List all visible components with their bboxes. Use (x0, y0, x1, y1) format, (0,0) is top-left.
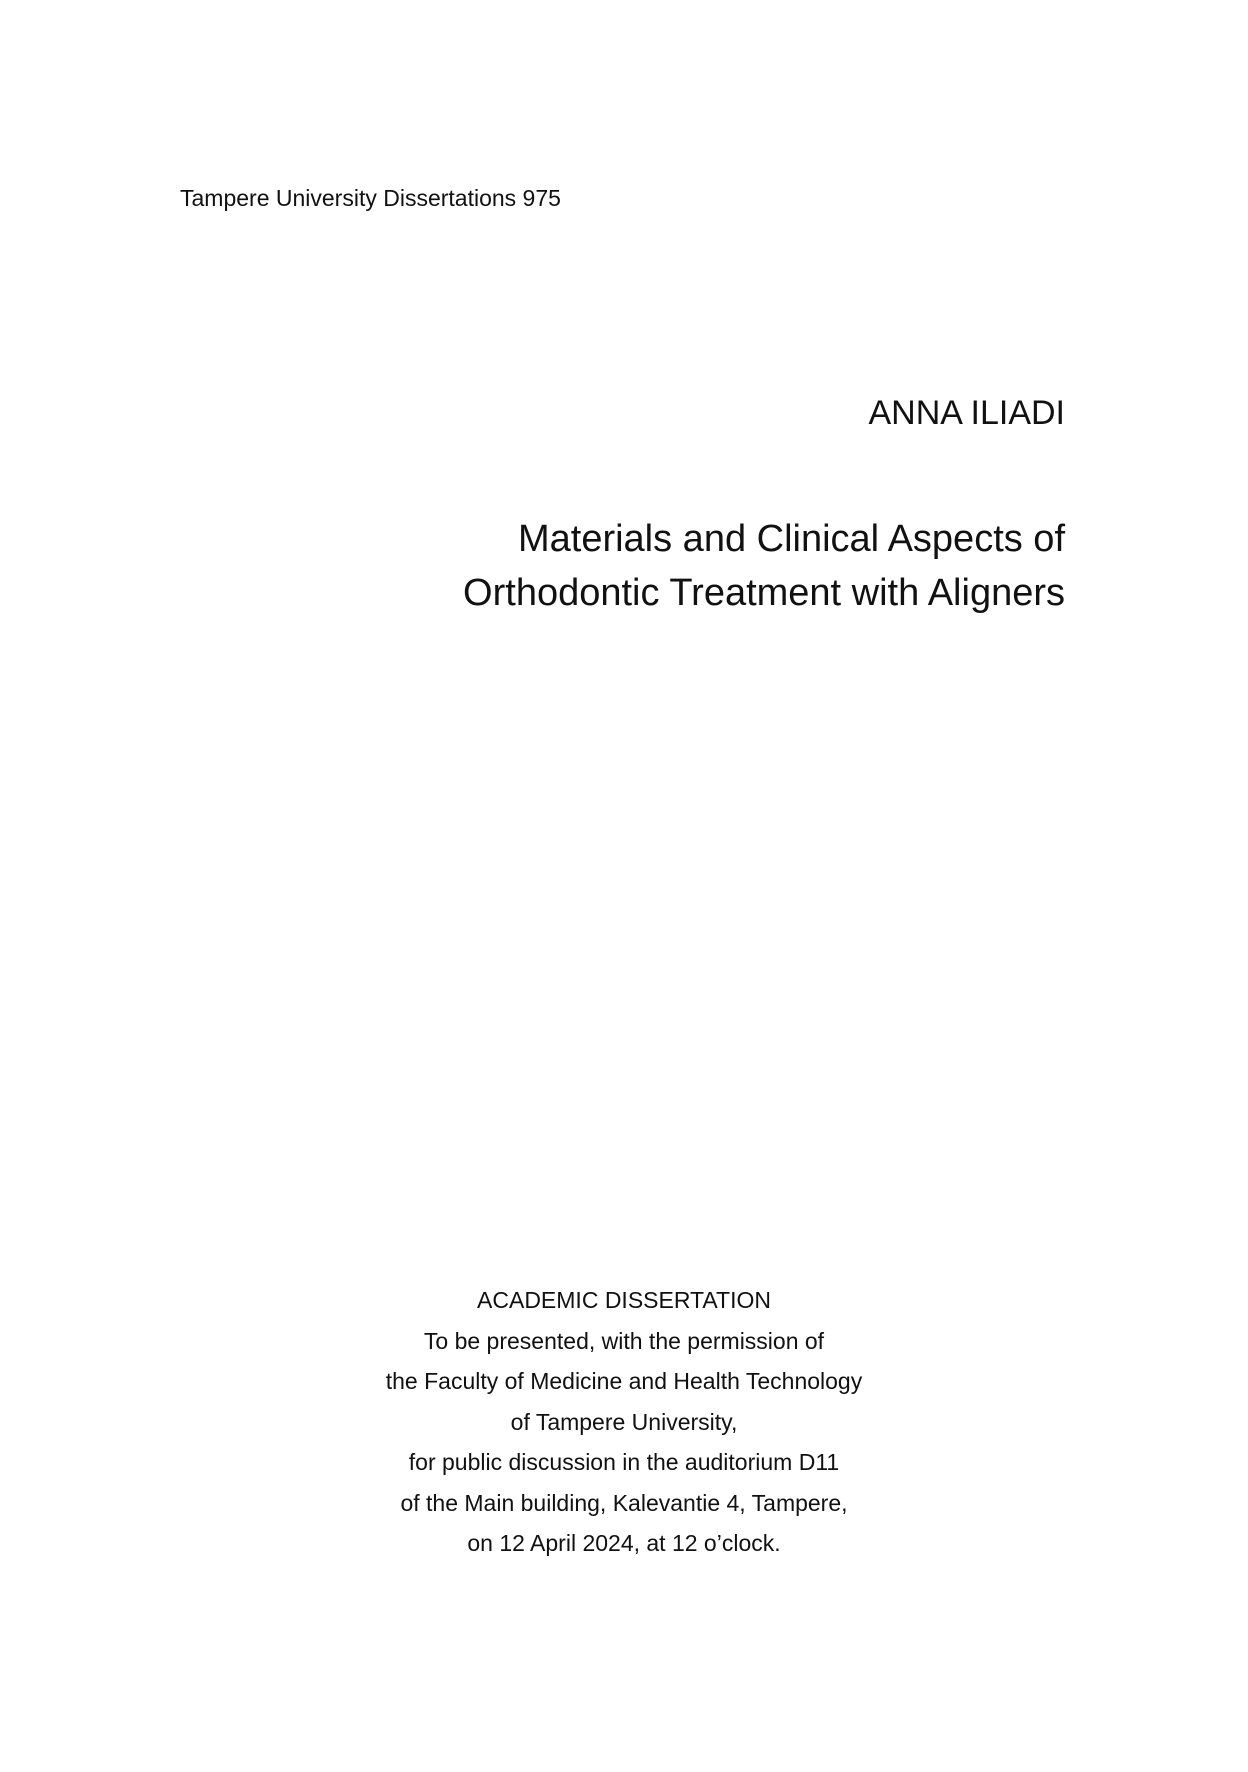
title-line: Orthodontic Treatment with Aligners (463, 572, 1065, 614)
statement-line: for public discussion in the auditorium D11 (408, 1449, 840, 1475)
statement-line: To be presented, with the permission of (423, 1327, 825, 1354)
dissertation-statement (0, 1280, 1248, 1564)
series-title: Tampere University Dissertations 975 (180, 185, 561, 211)
statement-line: on 12 April 2024, at 12 o’clock. (467, 1530, 781, 1556)
title-line: Materials and Clinical Aspects of (517, 518, 1065, 560)
statement-line: of the Main building, Kalevantie 4, Tampere, (400, 1489, 848, 1516)
author-name: ANNA ILIADI (868, 394, 1065, 432)
statement-line: of Tampere University, (510, 1408, 738, 1435)
dissertation-title (463, 512, 1065, 620)
statement-heading: ACADEMIC DISSERTATION (477, 1287, 771, 1313)
statement-line: the Faculty of Medicine and Health Technology (385, 1368, 863, 1394)
